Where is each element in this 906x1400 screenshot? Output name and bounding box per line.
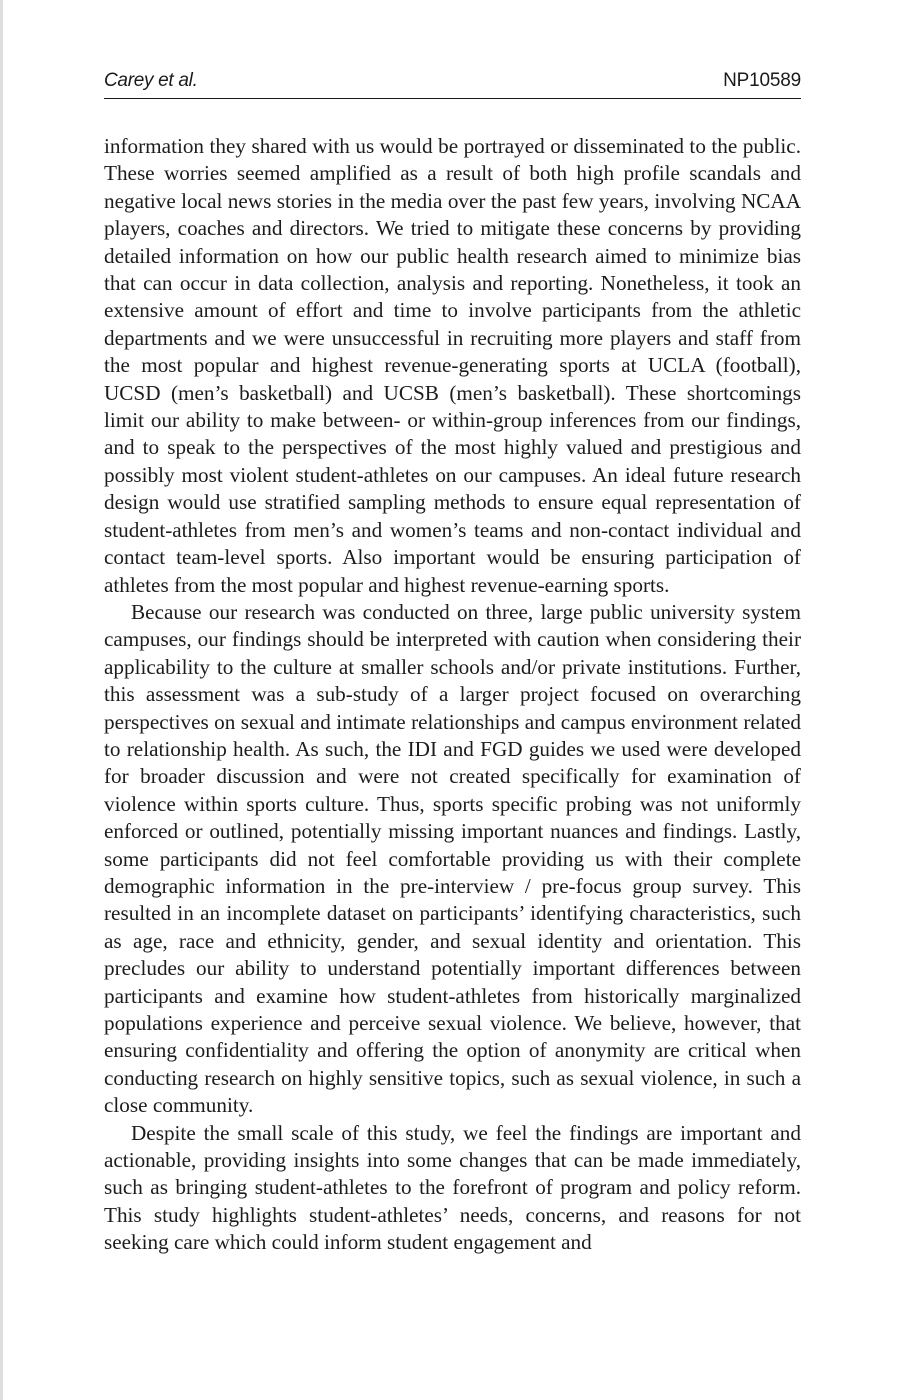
page-edge — [0, 0, 3, 1400]
paragraph-continued: information they shared with us would be portrayed or disseminated to the public. These worries seemed amplified as a result of both high profile scandals and negative local news stories in the media over the past few years, involving NCAA players, coaches and directors. We tried to mitigate these concerns by providing detailed information on how our public health research aimed to minimize bias that can occur in data collection, analysis and reporting. Nonetheless, it took an extensive amount of effort and time to involve participants from the athletic departments and we were unsuccessful in recruiting more players and staff from the most popular and highest revenue-generating sports at UCLA (football), UCSD (men’s basketball) and UCSB (men’s basketball). These shortcomings limit our ability to make between- or within-group inferences from our findings, and to speak to the perspectives of the most highly valued and prestigious and possibly most violent student-athletes on our campuses. An ideal future research design would use stratified sampling methods to ensure equal representation of student-athletes from men’s and women’s teams and non-contact individual and contact team-level sports. Also important would be ensuring participation of athletes from the most popular and highest revenue-earning sports. — [104, 134, 801, 597]
running-header — [104, 70, 801, 99]
running-head-article-code: NP10589 — [723, 70, 801, 91]
paragraph-limitations: Because our research was conducted on three, large public university system campuses, our findings should be interpreted with caution when considering their applicability to the culture at smaller schools and/or private institutions. Further, this assessment was a sub-study of a larger project focused on overarching perspectives on sexual and intimate relationships and campus environment related to relationship health. As such, the IDI and FGD guides we used were developed for broader discussion and were not created specifically for examination of violence within sports culture. Thus, sports specific probing was not uniformly enforced or outlined, potentially missing important nuances and findings. Lastly, some participants did not feel comfortable providing us with their complete demographic information in the pre-interview / pre-focus group survey. This resulted in an incomplete dataset on participants’ identifying characteristics, such as age, race and ethnicity, gender, and sexual identity and orientation. This precludes our ability to understand potentially important differences between participants and examine how student-athletes from historically marginalized populations experience and perceive sexual violence. We believe, however, that ensuring confidentiality and offering the option of anonymity are critical when conducting research on highly sensitive topics, such as sexual violence, in such a close community. — [104, 599, 801, 1118]
body-text — [104, 133, 801, 1257]
running-head-authors: Carey et al. — [104, 70, 198, 91]
paragraph-conclusion: Despite the small scale of this study, we feel the findings are important and actionable, providing insights into some changes that can be made immediately, such as bringing student-athletes to the forefront of program and policy reform. This study highlights student-athletes’ needs, concerns, and reasons for not seeking care which could inform student engagement and — [104, 1120, 801, 1255]
